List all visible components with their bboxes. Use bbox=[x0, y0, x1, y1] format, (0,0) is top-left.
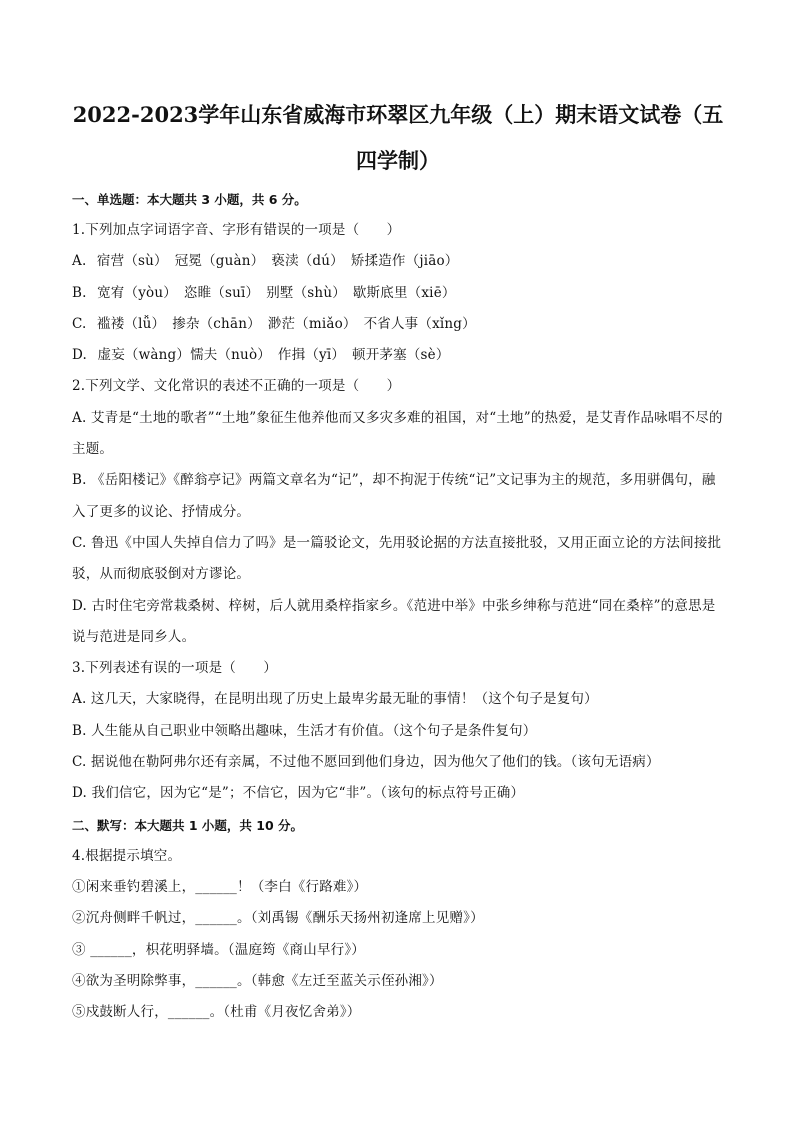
question-stem: 2.下列文学、文化常识的表述不正确的一项是（ ） bbox=[72, 378, 401, 395]
option-b: B. 《岳阳楼记》《醉翁亭记》两篇文章名为“记”，却不拘泥于传统“记”文记事为主的规范，多用骈偶句，融入了更多的议论、抒情成分。 bbox=[72, 472, 716, 520]
question-3 bbox=[72, 653, 724, 809]
fill-blank-2: ②沉舟侧畔千帆过，______。（刘禹锡《酬乐天扬州初逢席上见赠》） bbox=[72, 910, 484, 927]
option-d: D. 古时住宅旁常栽桑树、梓树，后人就用桑梓指家乡。《范进中举》中张乡绅称与范进“同在桑梓”的意思是说与范进是同乡人。 bbox=[72, 597, 716, 645]
fill-blank-4: ④欲为圣明除弊事，______。（韩愈《左迁至蓝关示侄孙湘》） bbox=[72, 972, 443, 989]
section-heading: 一、单选题：本大题共 3 小题，共 6 分。 bbox=[72, 192, 307, 207]
question-stem: 4.根据提示填空。 bbox=[72, 847, 182, 864]
option-c: C. 鲁迅《中国人失掉自信力了吗》是一篇驳论文，先用驳论据的方法直接批驳，又用正面立论的方法间接批驳，从而彻底驳倒对方谬论。 bbox=[72, 534, 722, 583]
question-stem: 3.下列表述有误的一项是（ ） bbox=[72, 660, 278, 677]
fill-blank-3: ③ ______，枳花明驿墙。（温庭筠《商山早行》） bbox=[72, 941, 365, 958]
exam-title bbox=[72, 92, 724, 184]
question-2 bbox=[72, 371, 724, 653]
fill-blank-5: ⑤戍鼓断人行，______。（杜甫《月夜忆舍弟》） bbox=[72, 1004, 361, 1021]
option-a: A. 这几天，大家晓得，在昆明出现了历史上最卑劣最无耻的事情！（这个句子是复句） bbox=[72, 691, 598, 708]
option-c: C. 褴褛（lǚ） 掺杂（chān） 渺茫（miǎo） 不省人事（xǐng） bbox=[72, 315, 476, 332]
exam-title-line-1: 2022-2023学年山东省威海市环翠区九年级（上）期末语文试卷（五 bbox=[72, 102, 724, 127]
option-b: B. 人生能从自己职业中领略出趣味，生活才有价值。（这个句子是条件复句） bbox=[72, 722, 537, 739]
option-d: D. 虚妄（wàng）懦夫（nuò） 作揖（yī） 顿开茅塞（sè） bbox=[72, 347, 450, 364]
option-a: A. 艾青是“土地的歌者”“土地”象征生他养他而又多灾多难的祖国，对“土地”的热爱，是艾青作品咏唱不尽的主题。 bbox=[72, 409, 723, 458]
question-stem: 1.下列加点字词语字音、字形有错误的一项是（ ） bbox=[72, 222, 401, 238]
option-d: D. 我们信它，因为它“是”；不信它，因为它“非”。（该句的标点符号正确） bbox=[72, 785, 525, 802]
question-4 bbox=[72, 841, 724, 1029]
section-dictation bbox=[72, 810, 724, 1029]
section-single-choice bbox=[72, 184, 724, 810]
exam-page bbox=[72, 92, 724, 1028]
exam-title-line-2: 四学制） bbox=[356, 148, 440, 173]
section-heading: 二、默写：本大题共 1 小题，共 10 分。 bbox=[72, 817, 304, 833]
option-b: B. 宽宥（yòu） 恣睢（suī） 别墅（shù） 歇斯底里（xiē） bbox=[72, 284, 456, 301]
question-1 bbox=[72, 215, 724, 371]
option-c: C. 据说他在勒阿弗尔还有亲属，不过他不愿回到他们身边，因为他欠了他们的钱。（该句无语病） bbox=[72, 754, 660, 771]
option-a: A. 宿营（sù） 冠冕（guàn） 亵渎（dú） 矫揉造作（jiāo） bbox=[72, 253, 459, 270]
fill-blank-1: ①闲来垂钓碧溪上，______！（李白《行路难》） bbox=[72, 878, 368, 895]
